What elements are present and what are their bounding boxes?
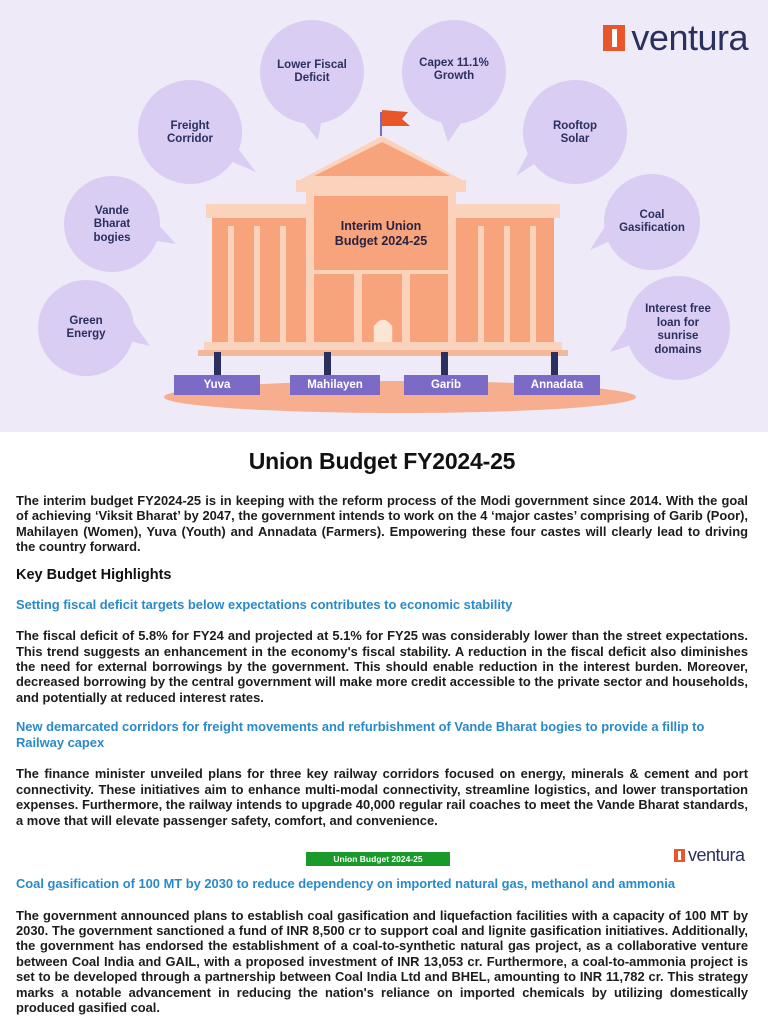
page-title: Union Budget FY2024-25 <box>248 448 516 474</box>
pillar-garib: Garib <box>404 375 488 395</box>
intro-paragraph: The interim budget FY2024-25 is in keeping with the reform process of the Modi government since 2014. With the goal of achieving ‘Viksit Bharat’ by 2047, the government intends to work on the 4 ‘major castes’ comprising of Garib (Poor), Mahilayen (Women), Yuva (Youth) and Annadata (Farmers). Empowering these four castes will clearly lead to driving the country forward. <box>16 493 748 555</box>
bubble-label-green-energy: Green Energy <box>66 314 106 340</box>
ventura-logo-footer-text: ventura <box>688 845 745 865</box>
bubble-label-lower-fiscal-deficit: Lower Fiscal Deficit <box>277 58 347 84</box>
section-heading-fiscal-deficit: Setting fiscal deficit targets below expectations contributes to economic stability <box>16 596 513 612</box>
bubble-label-vande-bharat: Vande Bharat bogies <box>93 204 131 244</box>
section-body-fiscal-deficit: The fiscal deficit of 5.8% for FY24 and projected at 5.1% for FY25 was considerably lower than the street expectations. This trend suggests an enhancement in the economy's fiscal stability. A reduction in the fiscal deficit also diminishes the need for external borrowings by the government. This should enable reduction in the interest burden. Moreover, decreased borrowing by the central government will make more credit accessible to the private sector and households, and potentially at reduced interest rates. <box>16 628 748 705</box>
pillar-mahilayen: Mahilayen <box>290 375 380 395</box>
pillar-annadata: Annadata <box>514 375 600 395</box>
bubble-label-coal-gasification: Coal Gasification <box>619 208 685 234</box>
budget-tag: Union Budget 2024-25 <box>306 852 450 866</box>
ventura-logo-footer-icon <box>674 849 685 862</box>
highlights-heading: Key Budget Highlights <box>16 566 172 583</box>
ventura-logo-footer <box>674 845 745 865</box>
pillar-yuva: Yuva <box>174 375 260 395</box>
section-body-railway: The finance minister unveiled plans for three key railway corridors focused on energy, minerals & cement and port connectivity. These initiatives aim to enhance multi-modal connectivity, streamline logistics, and lower transportation expenses. Furthermore, the railway intends to upgrade 40,000 regular rail coaches to meet the Vande Bharat standards, a move that will elevate passenger safety, comfort, and convenience. <box>16 766 748 828</box>
ventura-logo-icon <box>603 25 625 51</box>
section-heading-coal-gasification: Coal gasification of 100 MT by 2030 to reduce dependency on imported natural gas, methanol and ammonia <box>16 876 675 891</box>
hero-illustration <box>0 0 768 432</box>
bubble-label-interest-free-loan: Interest free loan for sunrise domains <box>645 303 711 356</box>
article <box>16 448 748 828</box>
ventura-logo <box>603 18 748 58</box>
building-title: Interim Union Budget 2024-25 <box>334 219 428 248</box>
section-body-coal-gasification: The government announced plans to establish coal gasification and liquefaction facilities with a capacity of 100 MT by 2030. The government sanctioned a fund of INR 8,500 cr to support coal and lignite gasification initiatives. Additionally, the government has endorsed the establishment of a coal-to-synthetic natural gas project, as a collaborative venture between Coal India and GAIL, with a proposed investment of INR 13,053 cr. Furthermore, a coal-to-ammonia project is set to be developed through a partnership between Coal India Ltd and BHEL, amounting to INR 11,782 cr. This strategy marks a notable advancement in reducing the nation's reliance on imported chemicals by utilizing domestically produced gasified coal. <box>16 907 748 1016</box>
bubble-label-capex-growth: Capex 11.1% Growth <box>419 56 489 82</box>
section-heading-railway: New demarcated corridors for freight movements and refurbishment of Vande Bharat bogies to provide a fillip to Railway capex <box>16 719 705 750</box>
article-continued <box>16 876 748 1015</box>
ventura-logo-text: ventura <box>631 17 748 58</box>
bubble-label-freight-corridor: Freight Corridor <box>167 119 213 145</box>
bubble-label-rooftop-solar: Rooftop Solar <box>552 119 598 145</box>
